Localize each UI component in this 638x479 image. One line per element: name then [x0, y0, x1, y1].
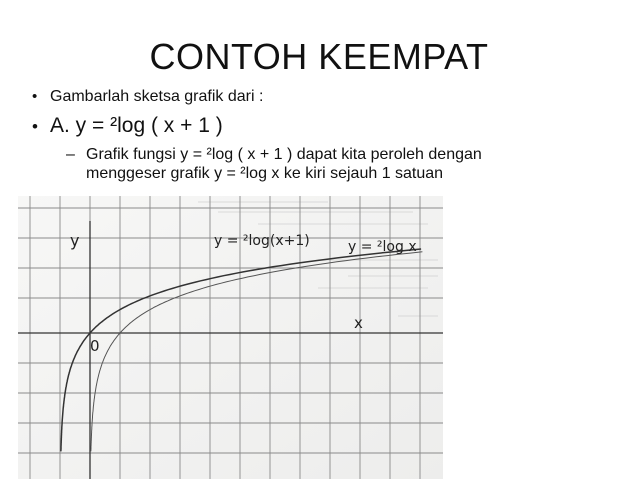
- origin-label: 0: [90, 337, 100, 355]
- sub-bullet-marker: –: [66, 146, 75, 163]
- logarithm-graph: [18, 196, 443, 479]
- bullet-item-2: [32, 114, 223, 138]
- sub-bullet-text: [86, 145, 482, 183]
- sub-bullet-line-2: menggeser grafik y = ²log x ke kiri sejauh 1 satuan: [86, 165, 444, 182]
- curve-base-label: y = ²log x: [348, 239, 417, 255]
- bullet-item-1: [32, 88, 263, 106]
- y-axis-label: y: [70, 231, 80, 250]
- sub-bullet-line-1: Grafik fungsi y = ²log ( x + 1 ) dapat kita peroleh dengan: [86, 146, 482, 163]
- slide-title: CONTOH KEEMPAT: [149, 36, 489, 77]
- bullet-marker: •: [32, 88, 38, 105]
- bullet-text: A. y = ²log ( x + 1 ): [50, 114, 223, 137]
- curve-shifted-label: y = ²log(x+1): [214, 233, 310, 249]
- bullet-marker: •: [32, 117, 38, 136]
- bullet-text: Gambarlah sketsa grafik dari :: [50, 88, 264, 105]
- x-axis-label: x: [354, 314, 363, 332]
- sub-bullet: [66, 145, 482, 183]
